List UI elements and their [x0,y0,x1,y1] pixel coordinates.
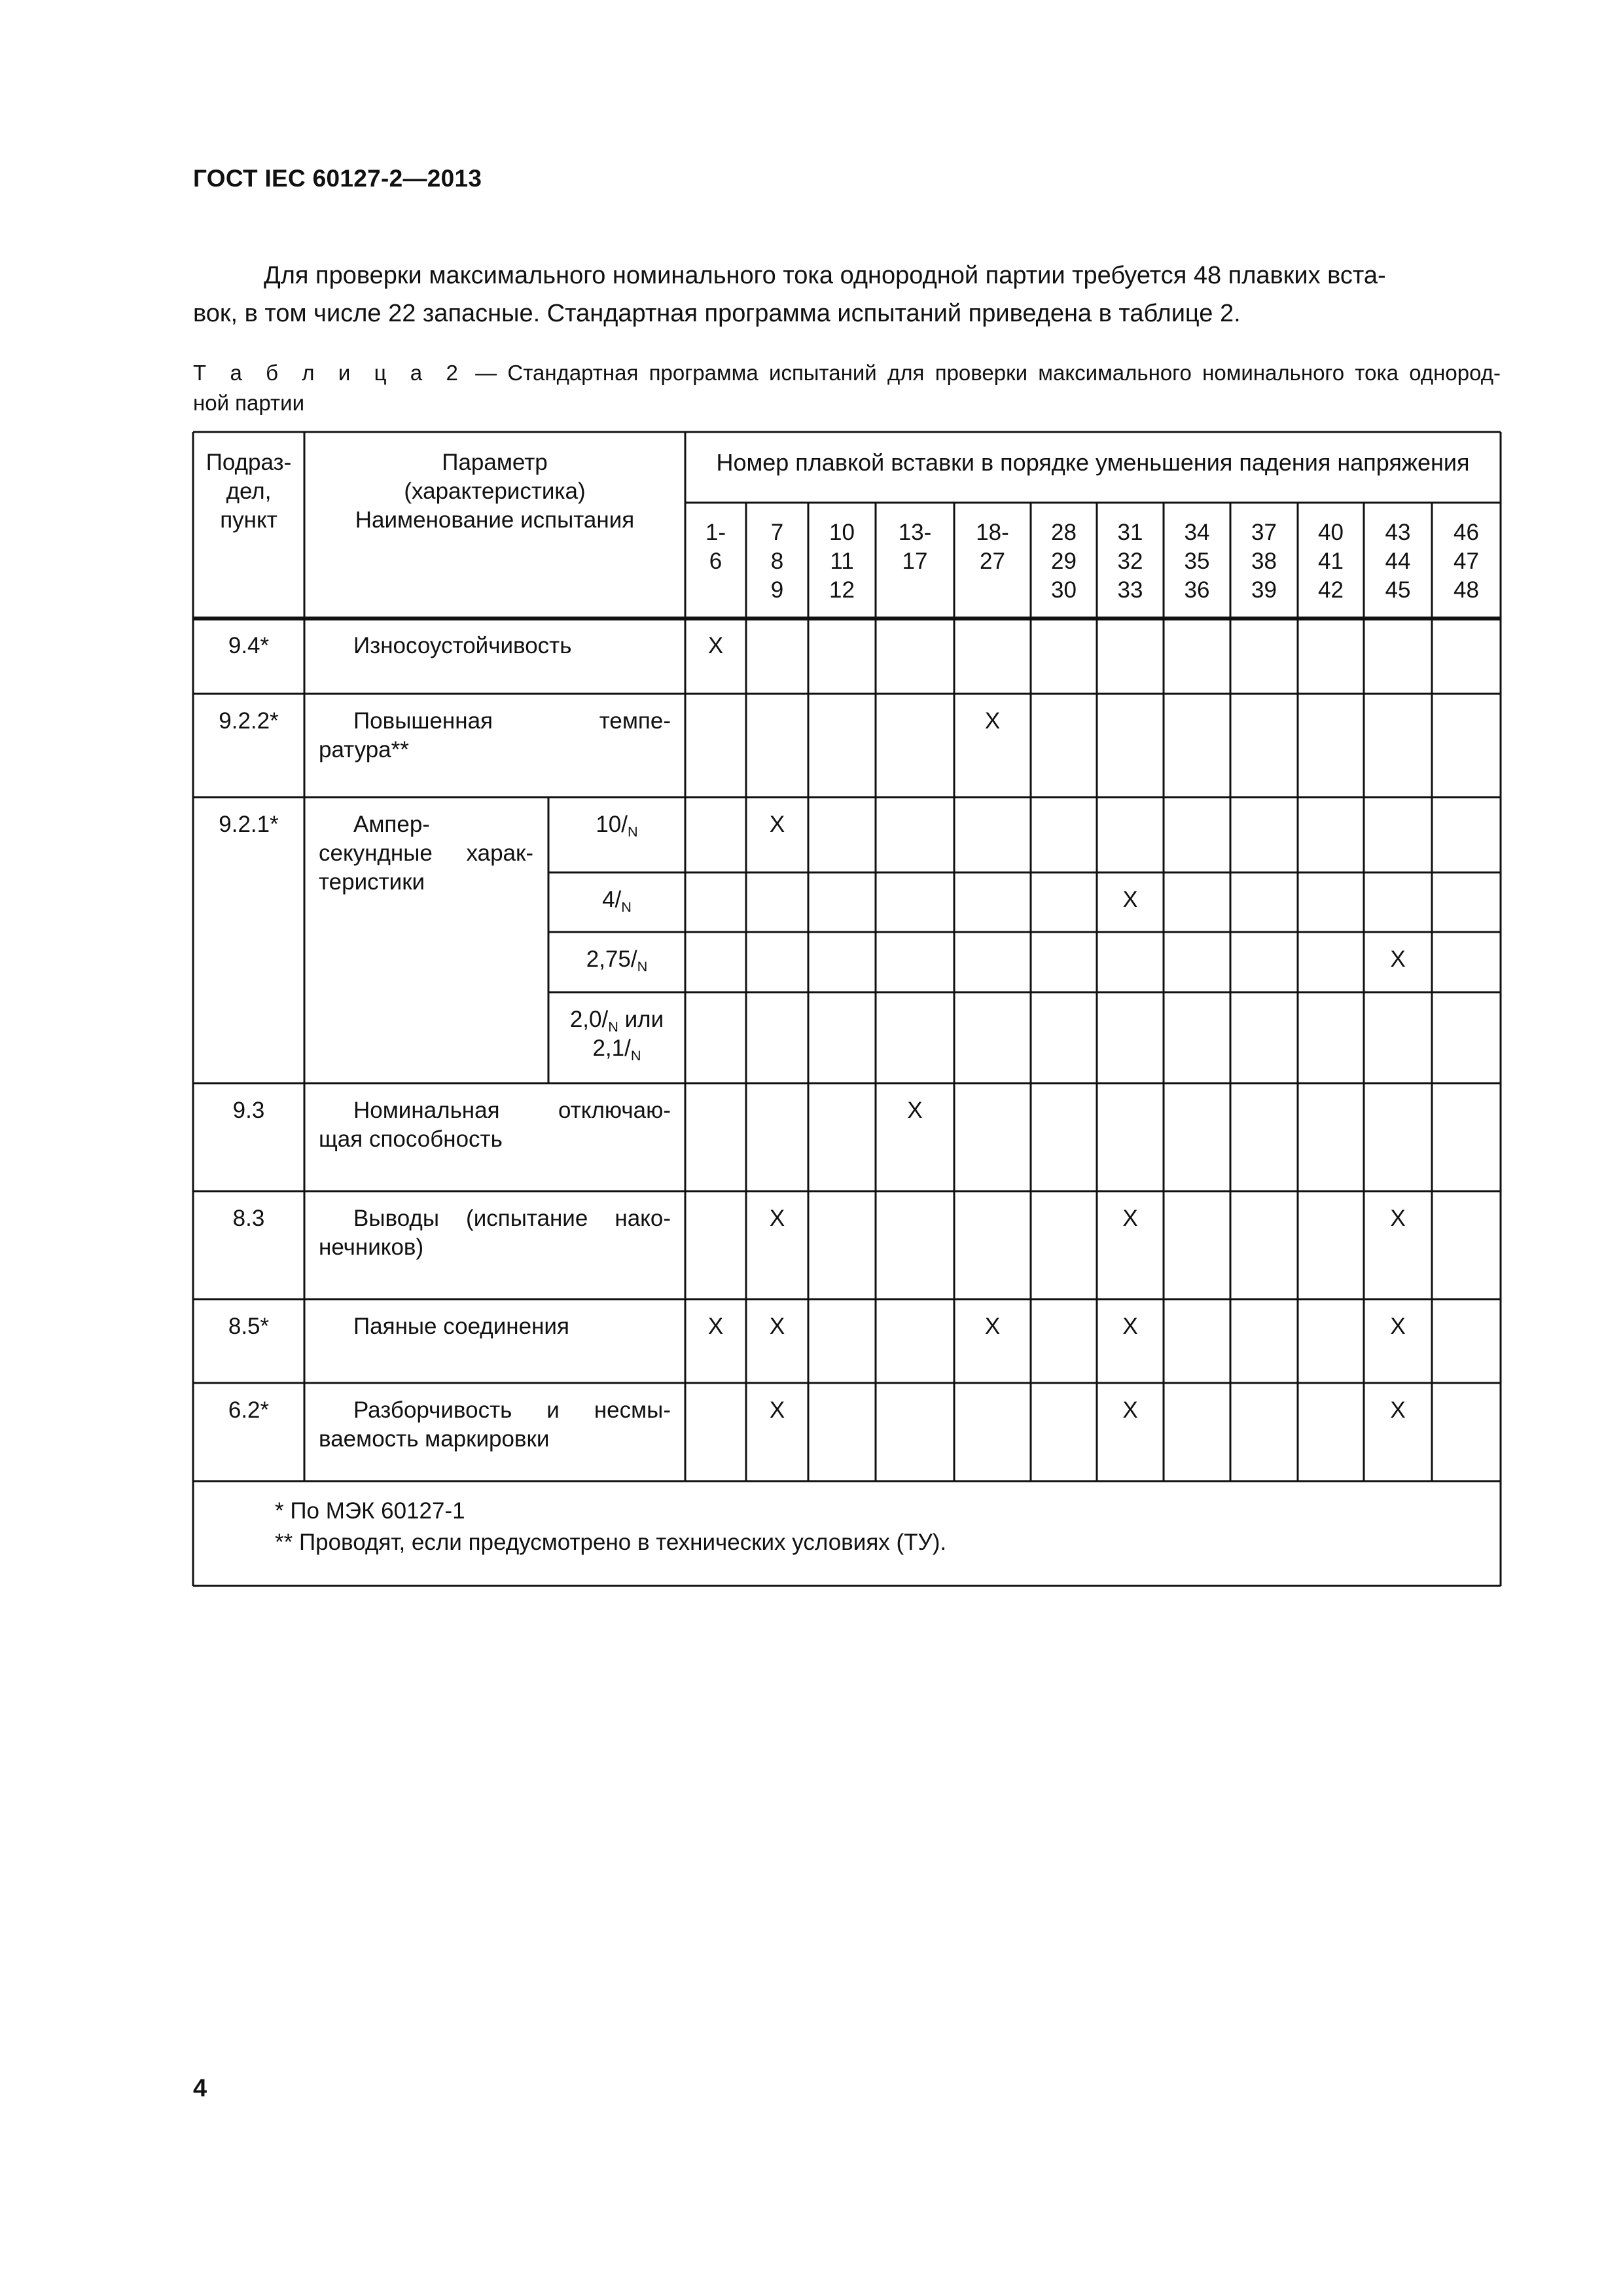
document-header: ГОСТ IEC 60127-2—2013 [193,165,482,192]
test-mark: X [1122,1397,1138,1423]
row-parameter-text: ваемость маркировки [319,1426,550,1452]
table-footnote: * По МЭК 60127-1 [275,1498,465,1524]
row-parameter-text: Разборчивость и несмы- [353,1397,671,1423]
header-insert-number: 29 [1051,548,1077,574]
header-insert-group-label: Номер плавкой вставки в порядке уменьшения падения напряжения [716,449,1470,476]
test-mark: X [907,1098,923,1123]
header-insert-number: 6 [709,548,722,574]
row-parameter-text: Ампер- [353,812,430,837]
header-insert-number: 18- [976,520,1009,545]
header-parameter-label: Наименование испытания [355,507,635,533]
intro-line-1: Для проверки максимального номинального тока однородной партии требуется 48 плавких вста- [264,262,1386,289]
header-section-label: пункт [220,507,277,533]
row-section-number: 9.3 [232,1098,265,1123]
header-insert-number: 45 [1385,577,1411,603]
row-section-number: 8.5* [228,1314,270,1339]
header-section-label: Подраз- [205,450,292,475]
header-insert-number: 36 [1184,577,1210,603]
test-mark: X [1122,1206,1138,1231]
header-insert-number: 32 [1117,548,1143,574]
header-insert-number: 38 [1251,548,1277,574]
row-section-number: 9.4* [228,633,270,658]
test-mark: X [1390,946,1406,972]
header-insert-number: 12 [829,577,855,603]
row-section-number: 9.2.1* [219,812,279,837]
intro-line-2: вок, в том числе 22 запасные. Стандартная программа испытаний приведена в таблице 2. [193,300,1241,327]
test-mark: X [1390,1206,1406,1231]
header-insert-number: 48 [1454,577,1479,603]
test-mark: X [769,1397,785,1423]
current-multiplier: $2,75/_N$ [586,946,648,975]
current-multiplier: $2,1/_N$ [592,1035,641,1064]
header-insert-number: 39 [1251,577,1277,603]
header-insert-number: 11 [830,548,854,574]
row-parameter-text: Паяные соединения [353,1314,569,1339]
header-insert-number: 35 [1184,548,1210,574]
row-parameter-text: щая способность [319,1126,503,1152]
test-mark: X [1390,1397,1406,1423]
header-insert-number: 42 [1318,577,1344,603]
test-mark: X [1122,1314,1138,1339]
row-parameter-text: ратура** [319,737,409,762]
header-insert-number: 43 [1385,520,1411,545]
row-section-number: 8.3 [232,1206,265,1231]
row-parameter-text: Повышенная темпе- [353,708,671,734]
header-insert-number: 47 [1454,548,1479,574]
header-insert-number: 1- [705,520,726,545]
row-parameter-text: нечников) [319,1234,424,1260]
test-mark: X [707,1314,724,1339]
header-insert-number: 9 [770,577,784,603]
test-mark: X [1390,1314,1406,1339]
row-section-number: 9.2.2* [219,708,279,734]
header-section-label: дел, [226,478,272,504]
header-insert-number: 44 [1385,548,1411,574]
caption-label: Т а б л и ц а 2 [193,361,465,385]
header-insert-number: 13- [898,520,932,545]
header-insert-number: 41 [1318,548,1344,574]
table-footnote: ** Проводят, если предусмотрено в технических условиях (ТУ). [275,1530,947,1555]
header-insert-number: 31 [1117,520,1143,545]
header-insert-number: 10 [829,520,855,545]
header-insert-number: 34 [1184,520,1210,545]
row-parameter-text: секундные харак- [319,840,533,866]
header-parameter-label: (характеристика) [404,478,586,504]
header-insert-number: 33 [1117,577,1143,603]
current-multiplier: $2,0/_N$ или [569,1007,664,1035]
header-insert-number: 46 [1454,520,1479,545]
test-mark: X [984,1314,1001,1339]
row-parameter-text: Выводы (испытание нако- [353,1206,671,1231]
test-mark: X [984,708,1001,734]
test-mark: X [707,633,724,658]
header-insert-number: 8 [770,548,784,574]
row-parameter-text: теристики [319,869,425,895]
row-section-number: 6.2* [228,1397,270,1423]
page-number: 4 [193,2075,207,2102]
test-mark: X [769,1206,785,1231]
header-insert-number: 7 [770,520,784,545]
header-insert-number: 30 [1051,577,1077,603]
caption-text: — Стандартная программа испытаний для проверки максимального номинального тока однород- [464,361,1501,385]
header-insert-number: 27 [980,548,1005,574]
header-insert-number: 40 [1318,520,1344,545]
caption-line-2: ной партии [193,391,305,415]
row-parameter-text: Износоустойчивость [353,633,572,658]
row-parameter-text: Номинальная отключаю- [353,1098,671,1123]
test-mark: X [1122,887,1138,912]
test-mark: X [769,1314,785,1339]
header-insert-number: 28 [1051,520,1077,545]
header-parameter-label: Параметр [442,450,548,475]
current-multiplier: $4/_N$ [602,887,632,915]
current-multiplier: $10/_N$ [596,812,638,840]
test-mark: X [769,812,785,837]
header-insert-number: 17 [902,548,928,574]
header-insert-number: 37 [1251,520,1277,545]
